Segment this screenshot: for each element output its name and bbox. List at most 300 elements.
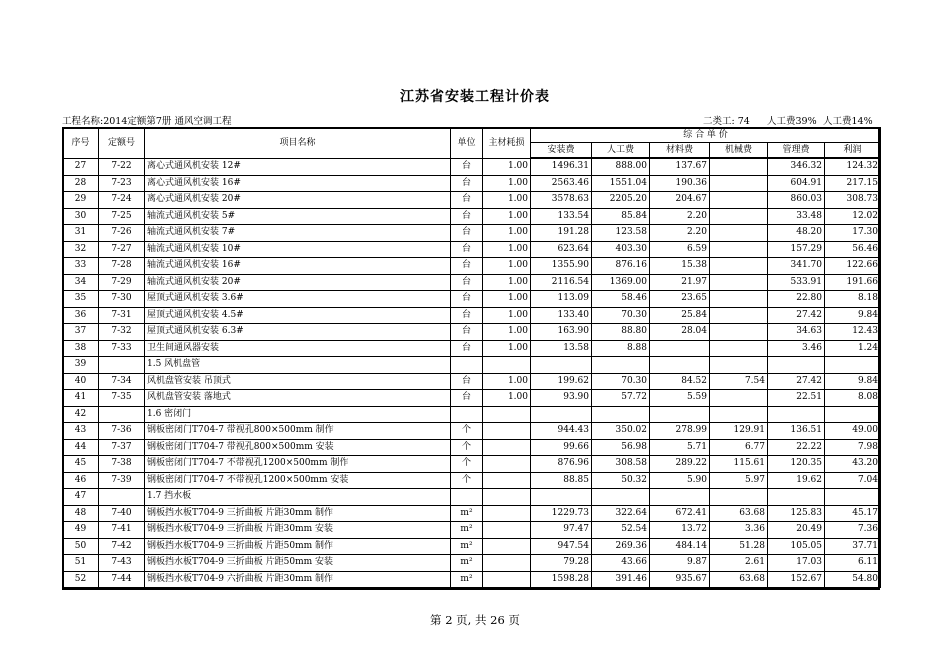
- cell-machine: 51.28: [710, 538, 768, 555]
- cell-machine: 2.61: [710, 555, 768, 572]
- cell-profit: 17.30: [825, 225, 881, 242]
- header-machine: 机械费: [710, 143, 768, 159]
- cell-name: 离心式通风机安装 16#: [145, 175, 451, 192]
- table-row: [63, 571, 881, 588]
- cell-unit: [451, 489, 483, 506]
- cell-labor: [592, 489, 650, 506]
- table-row: [63, 472, 881, 489]
- cell-seq: 52: [63, 571, 99, 588]
- cell-name: 钢板密闭门T704-7 带视孔800×500mm 安装: [145, 439, 451, 456]
- cell-mgmt: 152.67: [768, 571, 825, 588]
- cell-consumption: [483, 357, 531, 374]
- cell-code: 7-44: [99, 571, 145, 588]
- cell-consumption: [483, 456, 531, 473]
- cell-mgmt: [768, 357, 825, 374]
- header-material: 材料费: [650, 143, 710, 159]
- cell-install: [531, 489, 592, 506]
- cell-install: 623.64: [531, 241, 592, 258]
- table-row: [63, 489, 881, 506]
- cell-profit: [825, 357, 881, 374]
- cell-seq: 39: [63, 357, 99, 374]
- cell-seq: 32: [63, 241, 99, 258]
- cell-profit: 56.46: [825, 241, 881, 258]
- cell-labor: 70.30: [592, 307, 650, 324]
- cell-profit: 12.02: [825, 208, 881, 225]
- cell-machine: [710, 175, 768, 192]
- cell-install: 191.28: [531, 225, 592, 242]
- cell-machine: [710, 406, 768, 423]
- cell-mgmt: 860.03: [768, 192, 825, 209]
- cell-install: 113.09: [531, 291, 592, 308]
- cell-consumption: 1.00: [483, 324, 531, 341]
- cell-code: 7-34: [99, 373, 145, 390]
- cell-code: [99, 357, 145, 374]
- cell-labor: 391.46: [592, 571, 650, 588]
- project-meta: [62, 113, 880, 125]
- cell-code: 7-27: [99, 241, 145, 258]
- cell-labor: 2205.20: [592, 192, 650, 209]
- cell-machine: [710, 340, 768, 357]
- cell-code: 7-32: [99, 324, 145, 341]
- cell-labor: 50.32: [592, 472, 650, 489]
- cell-consumption: 1.00: [483, 158, 531, 175]
- cell-labor: 123.58: [592, 225, 650, 242]
- cell-code: 7-22: [99, 158, 145, 175]
- cell-labor: 322.64: [592, 505, 650, 522]
- cell-consumption: 1.00: [483, 274, 531, 291]
- cell-consumption: 1.00: [483, 225, 531, 242]
- labor-rate-profit: 人工费14%: [823, 116, 873, 127]
- cell-profit: 308.73: [825, 192, 881, 209]
- cell-code: [99, 489, 145, 506]
- cell-material: 28.04: [650, 324, 710, 341]
- cell-install: [531, 357, 592, 374]
- cell-mgmt: 33.48: [768, 208, 825, 225]
- cell-consumption: 1.00: [483, 175, 531, 192]
- cell-labor: 888.00: [592, 158, 650, 175]
- cell-name: 轴流式通风机安装 16#: [145, 258, 451, 275]
- cell-mgmt: 19.62: [768, 472, 825, 489]
- cell-name: 卫生间通风器安装: [145, 340, 451, 357]
- cell-name: 1.7 挡水板: [145, 489, 451, 506]
- cell-material: 25.84: [650, 307, 710, 324]
- table-row: [63, 307, 881, 324]
- cell-labor: 350.02: [592, 423, 650, 440]
- cell-install: 2563.46: [531, 175, 592, 192]
- cell-consumption: 1.00: [483, 241, 531, 258]
- cell-mgmt: 346.32: [768, 158, 825, 175]
- cell-name: 轴流式通风机安装 7#: [145, 225, 451, 242]
- cell-consumption: [483, 489, 531, 506]
- cell-name: 轴流式通风机安装 10#: [145, 241, 451, 258]
- cell-unit: m²: [451, 555, 483, 572]
- cell-name: 钢板挡水板T704-9 三折曲板 片距50mm 安装: [145, 555, 451, 572]
- cell-profit: 8.08: [825, 390, 881, 407]
- cell-material: 6.59: [650, 241, 710, 258]
- project-name: 工程名称:2014定额第7册 通风空调工程: [62, 116, 232, 127]
- cell-install: 99.66: [531, 439, 592, 456]
- cell-material: 21.97: [650, 274, 710, 291]
- cell-consumption: 1.00: [483, 258, 531, 275]
- cell-machine: 6.77: [710, 439, 768, 456]
- cell-machine: 63.68: [710, 505, 768, 522]
- cell-name: 屋顶式通风机安装 6.3#: [145, 324, 451, 341]
- table-row: [63, 406, 881, 423]
- cell-seq: 34: [63, 274, 99, 291]
- table-row: [63, 423, 881, 440]
- cell-unit: 个: [451, 472, 483, 489]
- cell-install: 3578.63: [531, 192, 592, 209]
- cell-machine: 129.91: [710, 423, 768, 440]
- cell-labor: 308.58: [592, 456, 650, 473]
- cell-name: 风机盘管安装 落地式: [145, 390, 451, 407]
- cell-consumption: 1.00: [483, 291, 531, 308]
- cell-seq: 50: [63, 538, 99, 555]
- cell-consumption: [483, 423, 531, 440]
- cell-material: 2.20: [650, 225, 710, 242]
- cell-mgmt: 120.35: [768, 456, 825, 473]
- cell-code: 7-35: [99, 390, 145, 407]
- table-body: [63, 158, 881, 588]
- cell-name: 钢板挡水板T704-9 三折曲板 片距50mm 制作: [145, 538, 451, 555]
- cell-install: 947.54: [531, 538, 592, 555]
- cell-profit: 122.66: [825, 258, 881, 275]
- cell-consumption: [483, 522, 531, 539]
- cell-consumption: 1.00: [483, 373, 531, 390]
- cell-consumption: 1.00: [483, 307, 531, 324]
- cell-name: 钢板密闭门T704-7 不带视孔1200×500mm 制作: [145, 456, 451, 473]
- cell-code: 7-29: [99, 274, 145, 291]
- cell-code: 7-23: [99, 175, 145, 192]
- cell-unit: 台: [451, 274, 483, 291]
- cell-install: [531, 406, 592, 423]
- cell-profit: 54.80: [825, 571, 881, 588]
- cell-mgmt: 533.91: [768, 274, 825, 291]
- page-title: 江苏省安装工程计价表: [400, 89, 550, 105]
- cell-machine: [710, 241, 768, 258]
- cell-name: 钢板挡水板T704-9 六折曲板 片距30mm 制作: [145, 571, 451, 588]
- table-row: [63, 274, 881, 291]
- cell-consumption: 1.00: [483, 340, 531, 357]
- cell-seq: 46: [63, 472, 99, 489]
- cell-name: 钢板挡水板T704-9 三折曲板 片距30mm 安装: [145, 522, 451, 539]
- cell-material: 13.72: [650, 522, 710, 539]
- cell-seq: 35: [63, 291, 99, 308]
- cell-machine: [710, 489, 768, 506]
- cell-seq: 36: [63, 307, 99, 324]
- cell-seq: 41: [63, 390, 99, 407]
- cell-mgmt: 22.22: [768, 439, 825, 456]
- cell-unit: 台: [451, 225, 483, 242]
- cell-name: 1.6 密闭门: [145, 406, 451, 423]
- cell-material: 204.67: [650, 192, 710, 209]
- cell-machine: 3.36: [710, 522, 768, 539]
- cell-name: 离心式通风机安装 12#: [145, 158, 451, 175]
- cell-mgmt: 20.49: [768, 522, 825, 539]
- cell-install: 133.54: [531, 208, 592, 225]
- cell-material: 23.65: [650, 291, 710, 308]
- cell-profit: 1.24: [825, 340, 881, 357]
- header-unit-price-group: 综 合 单 价: [531, 128, 881, 143]
- cell-install: 13.58: [531, 340, 592, 357]
- cell-mgmt: 22.80: [768, 291, 825, 308]
- cell-code: 7-31: [99, 307, 145, 324]
- cell-name: 屋顶式通风机安装 3.6#: [145, 291, 451, 308]
- cell-seq: 30: [63, 208, 99, 225]
- cell-profit: 217.15: [825, 175, 881, 192]
- cell-labor: 269.36: [592, 538, 650, 555]
- cell-profit: 7.36: [825, 522, 881, 539]
- table-row: [63, 439, 881, 456]
- cell-machine: [710, 208, 768, 225]
- cell-unit: 台: [451, 373, 483, 390]
- cell-profit: 8.18: [825, 291, 881, 308]
- table-row: [63, 357, 881, 374]
- cell-unit: 台: [451, 390, 483, 407]
- cell-code: 7-37: [99, 439, 145, 456]
- cell-code: 7-41: [99, 522, 145, 539]
- cell-mgmt: 341.70: [768, 258, 825, 275]
- header-profit: 利润: [825, 143, 881, 159]
- cell-code: 7-24: [99, 192, 145, 209]
- cell-install: 88.85: [531, 472, 592, 489]
- table-row: [63, 538, 881, 555]
- cell-install: 1496.31: [531, 158, 592, 175]
- cell-unit: 台: [451, 258, 483, 275]
- cell-consumption: [483, 406, 531, 423]
- cell-labor: 58.46: [592, 291, 650, 308]
- cell-install: 1355.90: [531, 258, 592, 275]
- cell-material: 5.59: [650, 390, 710, 407]
- cell-mgmt: 27.42: [768, 307, 825, 324]
- cell-labor: 85.84: [592, 208, 650, 225]
- cell-unit: 台: [451, 291, 483, 308]
- cell-material: [650, 406, 710, 423]
- cell-labor: 1551.04: [592, 175, 650, 192]
- cell-code: 7-38: [99, 456, 145, 473]
- labor-category: 二类工: 74: [703, 116, 750, 127]
- cell-unit: [451, 357, 483, 374]
- labor-rate-mgmt: 人工费39%: [767, 116, 817, 127]
- cell-machine: [710, 274, 768, 291]
- cell-mgmt: 27.42: [768, 373, 825, 390]
- cell-labor: 88.80: [592, 324, 650, 341]
- cell-install: 163.90: [531, 324, 592, 341]
- cell-material: 5.71: [650, 439, 710, 456]
- cell-seq: 38: [63, 340, 99, 357]
- cell-code: 7-40: [99, 505, 145, 522]
- cell-unit: m²: [451, 505, 483, 522]
- cell-machine: 63.68: [710, 571, 768, 588]
- cell-material: 484.14: [650, 538, 710, 555]
- cell-machine: [710, 307, 768, 324]
- cell-labor: 52.54: [592, 522, 650, 539]
- header-unit: 单位: [451, 128, 483, 159]
- cell-consumption: [483, 538, 531, 555]
- cell-unit: 台: [451, 340, 483, 357]
- cell-profit: 7.04: [825, 472, 881, 489]
- cell-unit: 台: [451, 324, 483, 341]
- cell-mgmt: 48.20: [768, 225, 825, 242]
- cell-consumption: 1.00: [483, 192, 531, 209]
- cell-seq: 47: [63, 489, 99, 506]
- cell-name: 轴流式通风机安装 5#: [145, 208, 451, 225]
- table-row: [63, 192, 881, 209]
- cell-name: 屋顶式通风机安装 4.5#: [145, 307, 451, 324]
- table-row: [63, 291, 881, 308]
- page-footer: 第 2 页, 共 26 页: [430, 613, 520, 627]
- cell-code: 7-28: [99, 258, 145, 275]
- cell-unit: 台: [451, 208, 483, 225]
- cell-seq: 29: [63, 192, 99, 209]
- cell-machine: 5.97: [710, 472, 768, 489]
- cell-material: 2.20: [650, 208, 710, 225]
- table-row: [63, 505, 881, 522]
- table-row: [63, 555, 881, 572]
- cell-mgmt: 604.91: [768, 175, 825, 192]
- cell-material: 137.67: [650, 158, 710, 175]
- cell-unit: 台: [451, 241, 483, 258]
- cell-seq: 31: [63, 225, 99, 242]
- cell-material: 289.22: [650, 456, 710, 473]
- cell-mgmt: 157.29: [768, 241, 825, 258]
- cell-unit: m²: [451, 571, 483, 588]
- cell-machine: [710, 225, 768, 242]
- cell-code: 7-30: [99, 291, 145, 308]
- cell-consumption: 1.00: [483, 390, 531, 407]
- table-row: [63, 390, 881, 407]
- cell-profit: 45.17: [825, 505, 881, 522]
- cell-install: 1229.73: [531, 505, 592, 522]
- cell-unit: 个: [451, 423, 483, 440]
- cell-labor: 8.88: [592, 340, 650, 357]
- cell-machine: [710, 357, 768, 374]
- cell-consumption: 1.00: [483, 208, 531, 225]
- cell-name: 钢板挡水板T704-9 三折曲板 片距30mm 制作: [145, 505, 451, 522]
- table-row: [63, 158, 881, 175]
- cell-seq: 28: [63, 175, 99, 192]
- cell-machine: [710, 258, 768, 275]
- cell-material: 278.99: [650, 423, 710, 440]
- cell-material: 15.38: [650, 258, 710, 275]
- cell-seq: 37: [63, 324, 99, 341]
- cell-seq: 45: [63, 456, 99, 473]
- header-name: 项目名称: [145, 128, 451, 159]
- cell-unit: 个: [451, 456, 483, 473]
- cell-material: 9.87: [650, 555, 710, 572]
- header-consumption: 主材耗损: [483, 128, 531, 159]
- cell-seq: 40: [63, 373, 99, 390]
- cell-material: 84.52: [650, 373, 710, 390]
- cell-labor: 403.30: [592, 241, 650, 258]
- cell-seq: 49: [63, 522, 99, 539]
- cell-unit: m²: [451, 538, 483, 555]
- table-row: [63, 225, 881, 242]
- cell-machine: [710, 158, 768, 175]
- cell-code: 7-43: [99, 555, 145, 572]
- table-row: [63, 456, 881, 473]
- cell-profit: 12.43: [825, 324, 881, 341]
- cell-consumption: [483, 555, 531, 572]
- cell-consumption: [483, 505, 531, 522]
- cell-mgmt: [768, 406, 825, 423]
- table-row: [63, 522, 881, 539]
- cell-consumption: [483, 439, 531, 456]
- cell-profit: 37.71: [825, 538, 881, 555]
- pricing-table: [62, 127, 881, 588]
- cell-name: 钢板密闭门T704-7 带视孔800×500mm 制作: [145, 423, 451, 440]
- cell-labor: 56.98: [592, 439, 650, 456]
- cell-mgmt: 105.05: [768, 538, 825, 555]
- header-seq: 序号: [63, 128, 99, 159]
- cell-material: 672.41: [650, 505, 710, 522]
- cell-profit: [825, 489, 881, 506]
- cell-seq: 48: [63, 505, 99, 522]
- cell-material: 190.36: [650, 175, 710, 192]
- cell-material: 5.90: [650, 472, 710, 489]
- cell-profit: 49.00: [825, 423, 881, 440]
- cell-machine: 115.61: [710, 456, 768, 473]
- header-code: 定额号: [99, 128, 145, 159]
- cell-consumption: [483, 472, 531, 489]
- cell-labor: 70.30: [592, 373, 650, 390]
- cell-labor: 1369.00: [592, 274, 650, 291]
- cell-profit: 6.11: [825, 555, 881, 572]
- cell-consumption: [483, 571, 531, 588]
- cell-install: 944.43: [531, 423, 592, 440]
- header-labor: 人工费: [592, 143, 650, 159]
- cell-profit: 7.98: [825, 439, 881, 456]
- table-row: [63, 258, 881, 275]
- header-install: 安装费: [531, 143, 592, 159]
- cell-install: 97.47: [531, 522, 592, 539]
- cell-name: 离心式通风机安装 20#: [145, 192, 451, 209]
- cell-machine: 7.54: [710, 373, 768, 390]
- table-row: [63, 208, 881, 225]
- cell-unit: 台: [451, 158, 483, 175]
- table-row: [63, 175, 881, 192]
- cell-mgmt: [768, 489, 825, 506]
- cell-unit: [451, 406, 483, 423]
- cell-install: 133.40: [531, 307, 592, 324]
- cell-material: 935.67: [650, 571, 710, 588]
- cell-install: 876.96: [531, 456, 592, 473]
- cell-material: [650, 489, 710, 506]
- cell-profit: [825, 406, 881, 423]
- cell-mgmt: 136.51: [768, 423, 825, 440]
- cell-seq: 43: [63, 423, 99, 440]
- cell-install: 199.62: [531, 373, 592, 390]
- cell-machine: [710, 390, 768, 407]
- cell-material: [650, 340, 710, 357]
- cell-mgmt: 17.03: [768, 555, 825, 572]
- cell-unit: 台: [451, 175, 483, 192]
- cell-mgmt: 3.46: [768, 340, 825, 357]
- table-row: [63, 324, 881, 341]
- cell-labor: [592, 357, 650, 374]
- cell-code: 7-36: [99, 423, 145, 440]
- cell-profit: 124.32: [825, 158, 881, 175]
- cell-name: 风机盘管安装 吊顶式: [145, 373, 451, 390]
- cell-seq: 27: [63, 158, 99, 175]
- table-row: [63, 340, 881, 357]
- cell-unit: 个: [451, 439, 483, 456]
- table-row: [63, 373, 881, 390]
- cell-labor: 876.16: [592, 258, 650, 275]
- cell-code: 7-25: [99, 208, 145, 225]
- cell-machine: [710, 291, 768, 308]
- cell-seq: 51: [63, 555, 99, 572]
